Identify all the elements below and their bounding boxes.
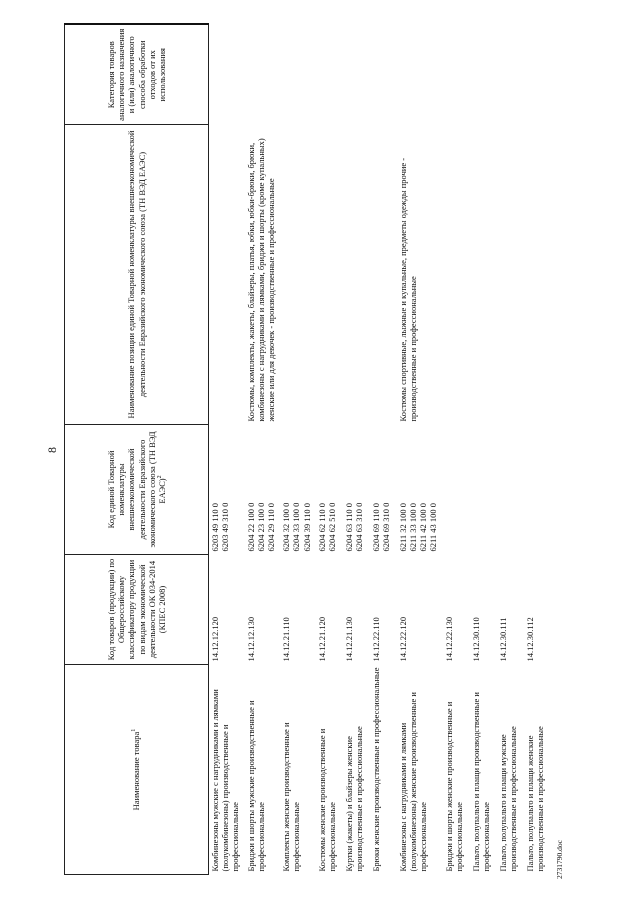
row-tnved-name (470, 125, 497, 425)
table-row (245, 25, 281, 875)
row-name: Брюки женские производственные и профессиональные (370, 667, 381, 872)
row-category (497, 25, 524, 125)
row-tnved-name (443, 125, 470, 425)
table-row (370, 25, 397, 875)
row-name: Костюмы женские производственные и профессиональные (316, 728, 338, 872)
row-okpd: 14.12.22.130 (443, 616, 454, 662)
row-tnved-codes: 6211 32 100 0 6211 33 100 0 6211 42 100 0 6211 43 100 0 (397, 502, 439, 552)
row-name: Комбинезоны мужские с нагрудниками и лямками (полукомбинезоны) производственные и профессиональные (210, 689, 241, 872)
row-tnved-codes: 6204 32 100 0 6204 33 100 0 6204 39 110 0 (281, 502, 312, 552)
row-tnved-codes (497, 425, 524, 555)
header-row (65, 25, 209, 875)
row-okpd: 14.12.21.130 (343, 616, 354, 662)
row-tnved-codes: 6203 49 110 0 6203 49 310 0 (210, 502, 231, 552)
row-name: Комплекты женские производственные и профессиональные (281, 722, 302, 872)
page-number: 8 (45, 447, 59, 453)
row-category (524, 25, 551, 125)
table-row (497, 25, 524, 875)
row-tnved-name: Костюмы спортивные, лыжные и купальные, предметы одежды прочие - производственные и профессиональные (397, 157, 419, 422)
row-name: Куртки (жакеты) и блайзеры женские производственные и профессиональные (343, 726, 365, 872)
row-okpd: 14.12.30.111 (497, 617, 508, 662)
rotated-page (25, 25, 590, 879)
table-row (209, 25, 245, 875)
row-name: Пальто, полупальто и плащи мужские производственные и профессиональные (497, 726, 518, 872)
row-okpd: 14.12.21.120 (316, 616, 327, 662)
row-name: Пальто, полупальто и плащи женские производственные и профессиональные (524, 726, 545, 872)
row-tnved-name (524, 125, 551, 425)
table-row (524, 25, 551, 875)
row-name: Бриджи и шорты женские производственные и профессиональные (443, 701, 464, 872)
goods-table (64, 24, 551, 876)
row-category (316, 25, 343, 125)
header-tnved-code: Код единой Товарной номенклатуры внешнеэкономической деятельности Евразийского экономического союза (ТН ВЭД ЕАЭС)$^2$ (65, 425, 209, 555)
table-row (397, 25, 443, 875)
header-okpd: Код товаров (продукции) по Общероссийскому классификатору продукции по видам экономической деятельности ОК 034-2014 (КПЕС 2008) (65, 555, 209, 665)
row-okpd: 14.12.22.110 (370, 617, 381, 662)
row-tnved-codes (470, 425, 497, 555)
row-tnved-codes (524, 425, 551, 555)
row-tnved-codes: 6204 69 110 0 6204 69 310 0 (370, 502, 392, 552)
row-tnved-name (280, 125, 316, 425)
header-tnved-name: Наименование позиции единой Товарной номенклатуры внешнеэкономической деятельности Евразийского экономического союза (ТН ВЭД ЕАЭС) (65, 125, 209, 425)
table-row (443, 25, 470, 875)
row-category (245, 25, 281, 125)
row-okpd: 14.12.22.120 (397, 616, 408, 662)
row-name: Бриджи и шорты мужские производственные и профессиональные (245, 700, 266, 872)
row-tnved-name (497, 125, 524, 425)
row-tnved-codes: 6204 22 100 0 6204 23 100 0 6204 29 110 0 (245, 502, 277, 552)
row-okpd: 14.12.30.112 (524, 617, 535, 662)
header-category: Категория товаров аналогичного назначения и (или) аналогичного способа обработки отходов от их использования (65, 25, 209, 125)
table-row (280, 25, 316, 875)
file-reference: 2731790.doc (555, 840, 564, 879)
row-name: Комбинезоны с нагрудниками и лямками (полукомбинезоны) женские производственные и профессиональные (397, 692, 429, 872)
row-tnved-codes (443, 425, 470, 555)
row-tnved-name (316, 125, 343, 425)
row-tnved-codes: 6204 63 110 0 6204 63 310 0 (343, 502, 365, 552)
header-name: Наименование товара$^1$ (65, 665, 209, 875)
table-row (316, 25, 343, 875)
row-category (280, 25, 316, 125)
row-okpd: 14.12.12.130 (245, 616, 256, 662)
table-row (470, 25, 497, 875)
row-tnved-name (343, 125, 370, 425)
row-tnved-codes: 6204 62 110 0 6204 62 510 0 (316, 502, 338, 552)
row-category (209, 25, 245, 125)
row-category (470, 25, 497, 125)
table-row (343, 25, 370, 875)
row-category (370, 25, 397, 125)
row-okpd: 14.12.21.110 (281, 617, 292, 662)
row-okpd: 14.12.30.110 (470, 617, 481, 662)
row-category (443, 25, 470, 125)
row-category (343, 25, 370, 125)
row-tnved-name: Костюмы, комплекты, жакеты, блайзеры, платья, юбки, юбки-брюки, брюки, комбинезоны с нагрудниками и лямками, бриджи и шорты (кроме купальных) женские или для девочек - производственные и профессиональные (245, 138, 277, 422)
row-tnved-name (209, 125, 245, 425)
row-tnved-name (370, 125, 397, 425)
row-name: Пальто, полупальто и плащи производственные и профессиональные (470, 692, 491, 872)
row-okpd: 14.12.12.120 (210, 616, 220, 662)
row-category (397, 25, 443, 125)
